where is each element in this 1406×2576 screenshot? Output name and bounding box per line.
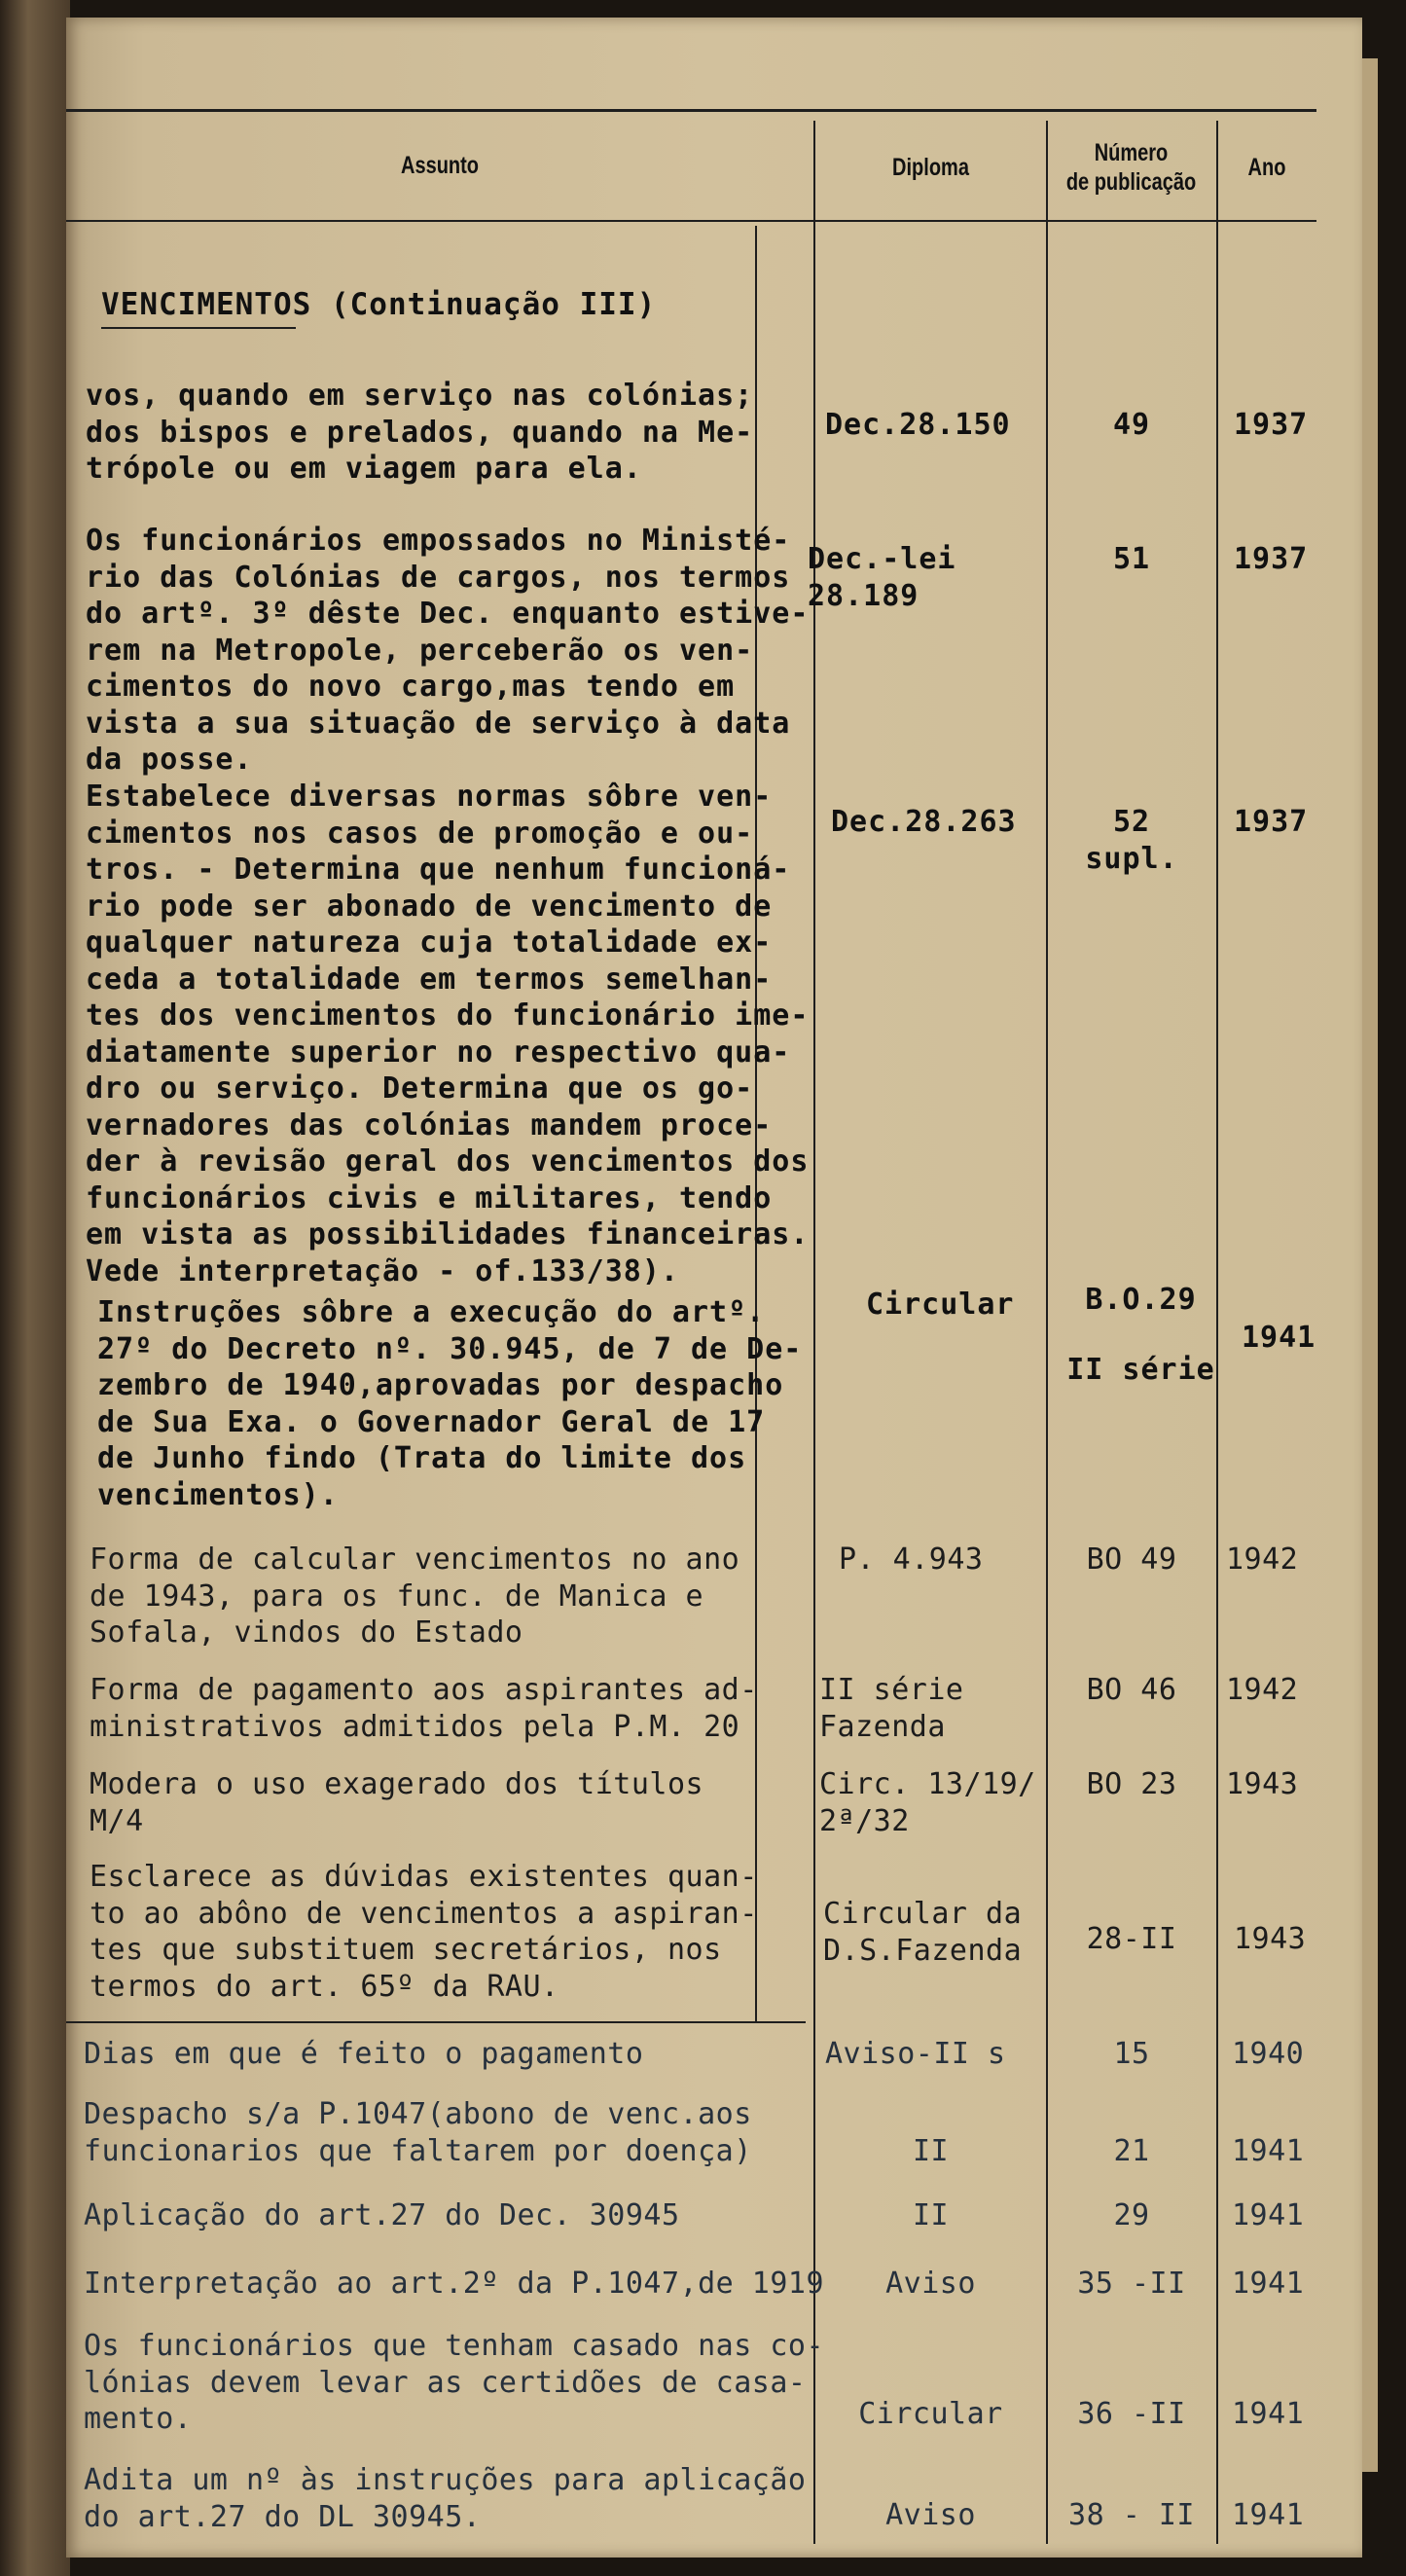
entry-3-diploma: Dec.28.263 [831,805,1017,839]
entry-5-diploma: P. 4.943 [839,1542,984,1577]
entry-12-ano: 1941 [1232,2267,1305,2301]
entry-4-ano: 1941 [1242,1321,1316,1355]
entry-8-ano: 1943 [1234,1922,1307,1956]
entry-8-numero: 28-II [1086,1922,1177,1956]
entry-9-diploma: Aviso-II s [825,2037,1006,2071]
entry-12-assunto: Interpretação ao art.2º da P.1047,de 1919 [84,2267,825,2301]
header-numero-line1: Número [1094,139,1169,166]
entry-4-diploma: Circular [866,1288,1015,1322]
entry-2-diploma: Dec.-lei 28.189 [808,542,956,613]
entry-6-ano: 1942 [1226,1673,1299,1707]
entry-1-numero: 49 [1112,408,1151,442]
entry-2-ano: 1937 [1234,542,1309,576]
page-edge [1360,58,1378,2472]
header-diploma: Diploma [892,154,969,181]
entry-4-numero: B.O.29 II série [1066,1283,1215,1387]
top-rule [66,109,1316,112]
entry-3-assunto: Estabelece diversas normas sôbre ven- cimentos nos casos de promoção e ou- tros. - Determina que nenhum funcioná- rio pode ser abonado de vencimento de qualquer natureza cuja totalidade ex- ceda a totalidade em termos semelhan- tes dos vencimentos do funcionário ime- diatamente superior no respectivo qua- dro ou serviço. Determina que os go- vernadores das colónias mandem proce- der à revisão geral dos vencimentos dos funcionários civis e militares, tendo em vista as possibilidades financeiras. Vede interpretação - of.133/38). [86,780,810,1288]
entry-13-ano: 1941 [1232,2397,1305,2431]
entry-14-assunto: Adita um nº às instruções para aplicação do art.27 do DL 30945. [84,2463,807,2534]
section-divider [66,2021,806,2023]
entry-9-ano: 1940 [1232,2037,1305,2071]
entry-12-diploma: Aviso [885,2267,976,2301]
header-assunto: Assunto [401,152,479,179]
entry-3-numero: 52 supl. [1085,805,1178,876]
entry-11-numero: 29 [1113,2198,1150,2232]
entry-8-diploma: Circular da D.S.Fazenda [823,1897,1023,1968]
entry-5-assunto: Forma de calcular vencimentos no ano de 1943, para os func. de Manica e Sofala, vindos do Estado [90,1542,740,1650]
entry-7-ano: 1943 [1226,1767,1299,1801]
entry-6-numero: BO 46 [1086,1673,1177,1707]
entry-13-assunto: Os funcionários que tenham casado nas co- lónias devem levar as certidões de casa- mento. [84,2329,825,2436]
column-rule-assunto [813,121,815,2544]
entry-14-diploma: Aviso [885,2498,976,2532]
entry-10-diploma: II [912,2134,950,2168]
entry-2-numero: 51 [1112,542,1151,576]
entry-13-numero: 36 -II [1077,2397,1186,2431]
entry-11-diploma: II [912,2198,950,2232]
entry-9-numero: 15 [1113,2037,1150,2071]
entry-6-diploma: II série Fazenda [819,1673,964,1744]
header-ano: Ano [1247,154,1286,181]
entry-13-diploma: Circular [858,2397,1003,2431]
entry-12-numero: 35 -II [1077,2267,1186,2301]
section-title-underline [101,327,296,329]
entry-4-assunto: Instruções sôbre a execução do artº. 27º do Decreto nº. 30.945, de 7 de De- zembro de 1940,aprovadas por despacho de Sua Exa. o Governador Geral de 17 de Junho findo (Trata do limite dos vencimentos). [97,1295,803,1512]
entry-7-numero: BO 23 [1086,1767,1177,1801]
entry-8-assunto: Esclarece as dúvidas existentes quan- to ao abôno de vencimentos a aspiran- tes que substituem secretários, nos termos do art. 65º da RAU. [90,1860,758,2004]
entry-5-ano: 1942 [1226,1542,1299,1577]
entry-7-assunto: Modera o uso exagerado dos títulos M/4 [90,1767,704,1838]
entry-11-assunto: Aplicação do art.27 do Dec. 30945 [84,2198,680,2232]
entry-1-assunto: vos, quando em serviço nas colónias; dos bispos e prelados, quando na Me- trópole ou em viagem para ela. [86,379,754,486]
entry-6-assunto: Forma de pagamento aos aspirantes ad- ministrativos admitidos pela P.M. 20 [90,1673,758,1744]
entry-11-ano: 1941 [1232,2198,1305,2232]
entry-1-diploma: Dec.28.150 [825,408,1011,442]
entry-10-assunto: Despacho s/a P.1047(abono de venc.aos funcionarios que faltarem por doença) [84,2097,752,2168]
entry-3-ano: 1937 [1234,805,1309,839]
entry-5-numero: BO 49 [1086,1542,1177,1577]
column-rule-diploma [1046,121,1048,2544]
entry-14-numero: 38 - II [1068,2498,1195,2532]
entry-1-ano: 1937 [1234,408,1309,442]
header-numero-line2: de publicação [1065,168,1197,196]
entry-14-ano: 1941 [1232,2498,1305,2532]
entry-9-assunto: Dias em que é feito o pagamento [84,2037,644,2071]
header-numero [1060,138,1204,197]
book-binding [0,0,70,2576]
entry-10-ano: 1941 [1232,2134,1305,2168]
entry-2-assunto: Os funcionários empossados no Ministé- rio das Colónias de cargos, nos termos do artº. 3º dêste Dec. enquanto estive- rem na Metropole, perceberão os ven- cimentos do novo cargo,mas tendo em vista a sua situação de serviço à data da posse. [86,524,810,777]
section-title: VENCIMENTOS (Continuação III) [101,287,657,322]
header-rule [66,220,1316,222]
entry-7-diploma: Circ. 13/19/ 2ª/32 [819,1767,1036,1838]
entry-10-numero: 21 [1113,2134,1150,2168]
